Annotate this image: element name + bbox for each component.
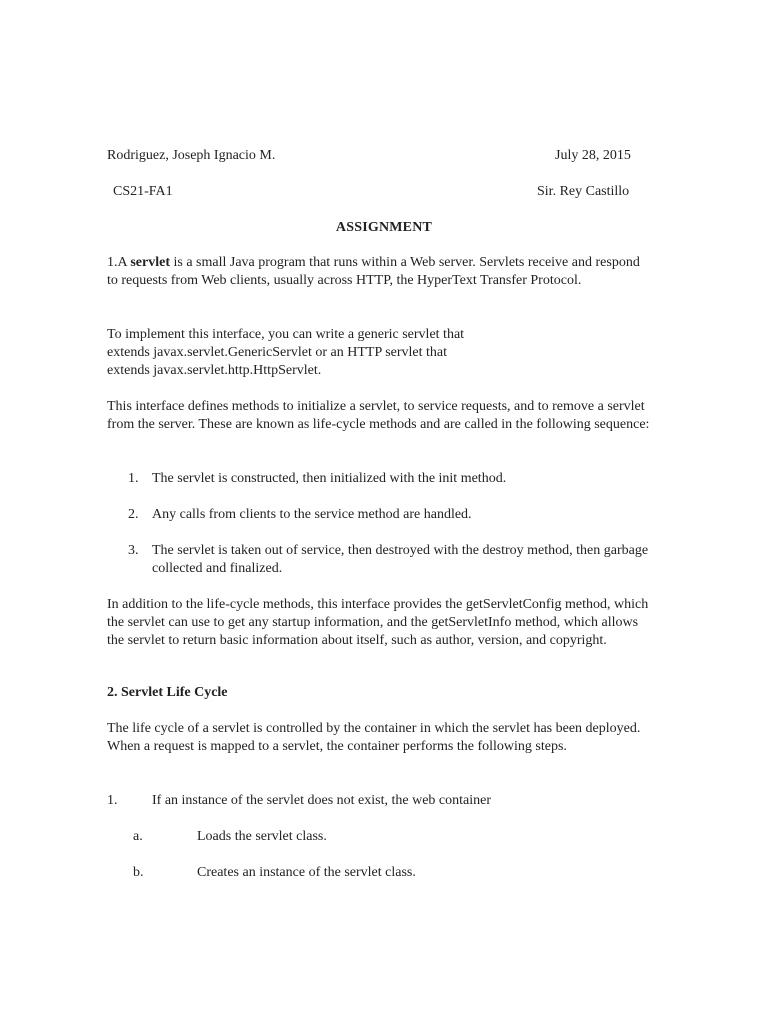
life-cycle-paragraph: The life cycle of a servlet is controlled by the container in which the servlet has been deployed. When a request is mapped to a servlet, the container performs the following steps. bbox=[107, 721, 641, 754]
implementation-line-2: extends javax.servlet.GenericServlet or an HTTP servlet that bbox=[107, 345, 448, 360]
step-number-1: 1. bbox=[107, 793, 118, 808]
implementation-line-3: extends javax.servlet.http.HttpServlet. bbox=[107, 363, 322, 378]
page-title: ASSIGNMENT bbox=[335, 220, 433, 235]
list-number-2: 2. bbox=[128, 507, 139, 522]
step-text-1: If an instance of the servlet does not exist, the web container bbox=[152, 793, 491, 808]
list-item-2: Any calls from clients to the service method are handled. bbox=[152, 507, 472, 522]
sub-step-letter-a: a. bbox=[133, 829, 143, 844]
intro-rest: is a small Java program that runs within a Web server. Servlets receive and respond to requests from Web clients, usually across HTTP, the HyperText Transfer Protocol. bbox=[107, 255, 640, 288]
list-item-3: The servlet is taken out of service, then destroyed with the destroy method, then garbage collected and finalized. bbox=[152, 543, 649, 576]
implementation-line-1: To implement this interface, you can write a generic servlet that bbox=[107, 327, 465, 342]
sub-step-text-a: Loads the servlet class. bbox=[197, 829, 327, 844]
intro-prefix: 1.A bbox=[107, 255, 131, 270]
list-number-1: 1. bbox=[128, 471, 139, 486]
additional-methods-paragraph: In addition to the life-cycle methods, this interface provides the getServletConfig method, which the servlet can use to get any startup information, and the getServletInfo method, which allows the servlet to return basic information about itself, such as author, version, and copyright. bbox=[107, 597, 649, 648]
section-2-heading: 2. Servlet Life Cycle bbox=[107, 685, 228, 700]
servlet-intro-paragraph bbox=[107, 254, 652, 290]
class-section: CS21-FA1 bbox=[113, 184, 173, 199]
document-date: July 28, 2015 bbox=[555, 148, 631, 163]
servlet-term: servlet bbox=[130, 255, 170, 270]
sub-step-letter-b: b. bbox=[133, 865, 144, 880]
author-name: Rodriguez, Joseph Ignacio M. bbox=[107, 148, 276, 163]
list-number-3: 3. bbox=[128, 543, 139, 558]
list-item-1: The servlet is constructed, then initialized with the init method. bbox=[152, 471, 507, 486]
instructor-name: Sir. Rey Castillo bbox=[537, 184, 630, 199]
lifecycle-methods-paragraph: This interface defines methods to initialize a servlet, to service requests, and to remove a servlet from the server. These are known as life-cycle methods and are called in the following sequence: bbox=[107, 399, 650, 432]
sub-step-text-b: Creates an instance of the servlet class. bbox=[197, 865, 416, 880]
